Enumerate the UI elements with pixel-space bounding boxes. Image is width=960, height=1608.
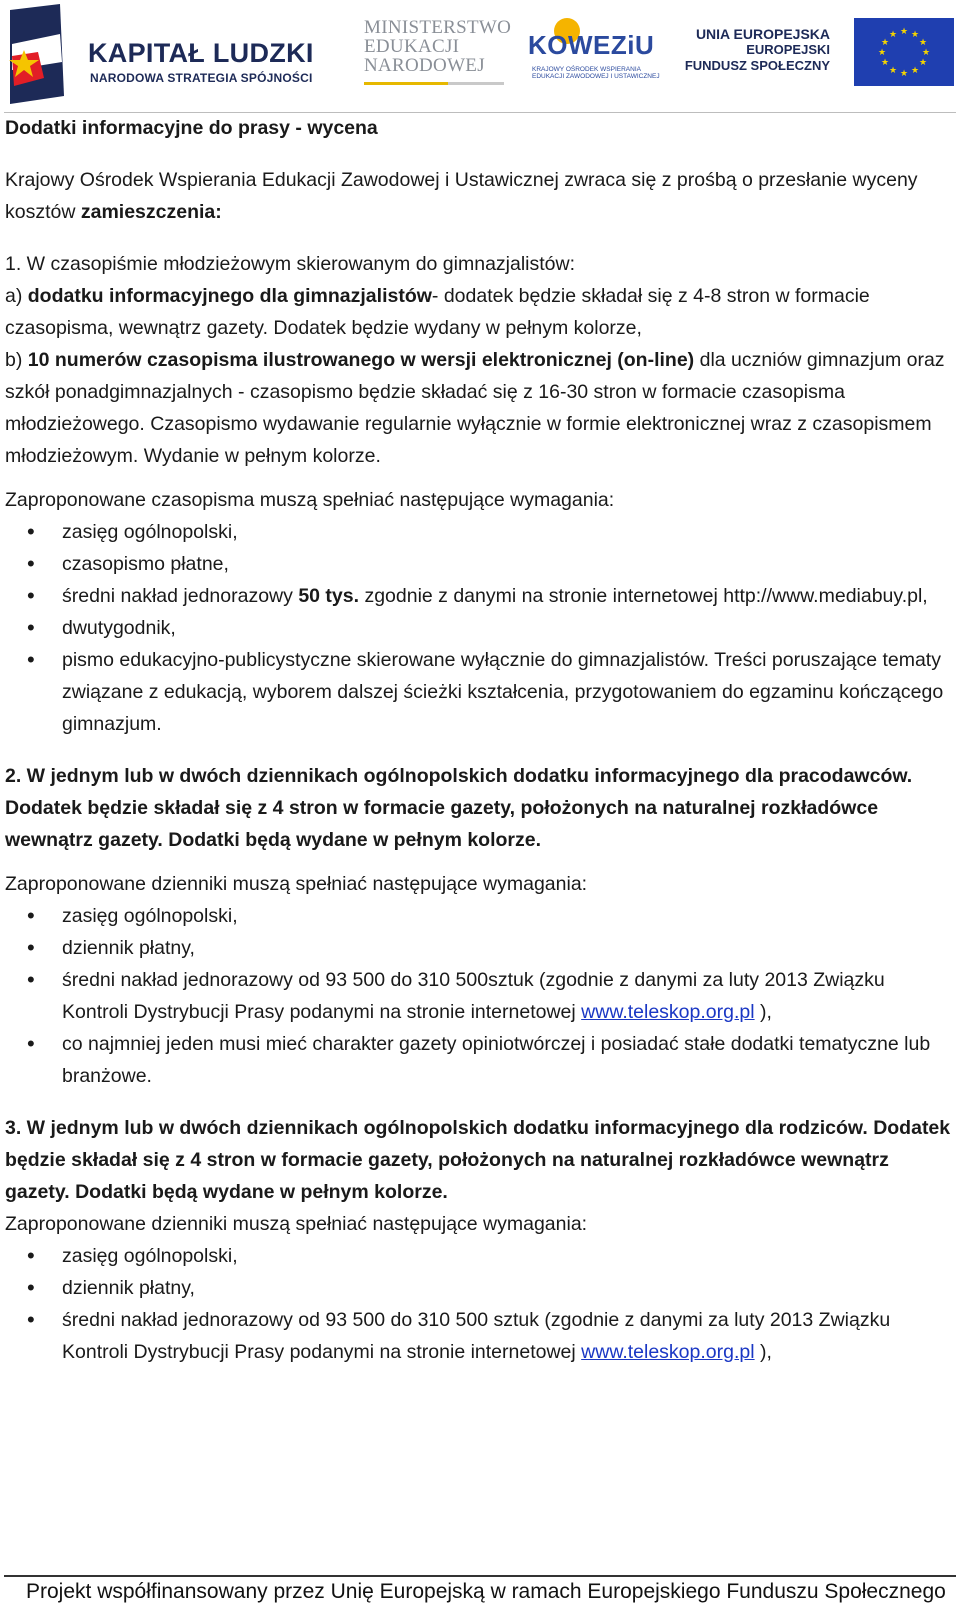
footer-text: Projekt współfinansowany przez Unię Europejską w ramach Europejskiego Funduszu Społecznego	[26, 1580, 946, 1603]
page-header	[0, 0, 960, 114]
list-item: • dziennik płatny,	[5, 932, 955, 964]
kapital-ludzki-title: KAPITAŁ LUDZKI	[88, 38, 314, 68]
koweziu-subtitle	[532, 66, 660, 80]
section1-b-prefix: b)	[5, 349, 28, 371]
section3-req-list	[5, 1240, 955, 1368]
section2-req3-b: ),	[754, 1001, 772, 1023]
section1-item-b	[5, 344, 955, 472]
section1-a-rest: - dodatek będzie składał się z 4-8 stron w formacie czasopisma, wewnątrz gazety. Dodatek będzie wydany w pełnym kolorze,	[5, 285, 870, 339]
section1-heading: 1. W czasopiśmie młodzieżowym skierowanym do gimnazjalistów:	[5, 253, 576, 275]
svg-text:★: ★	[899, 27, 909, 37]
list-item: • zasięg ogólnopolski,	[5, 900, 955, 932]
kapital-ludzki-logo	[4, 4, 314, 104]
list-item: • dziennik płatny,	[5, 1272, 955, 1304]
ministerstwo-line3: NARODOWEJ	[364, 55, 485, 76]
svg-text:★: ★	[921, 48, 931, 58]
svg-text:★: ★	[877, 48, 887, 58]
section1-a-prefix: a)	[5, 285, 28, 307]
list-item: • dwutygodnik,	[5, 612, 955, 644]
kapital-ludzki-subtitle: NARODOWA STRATEGIA SPÓJNOŚCI	[90, 71, 313, 85]
svg-text:★: ★	[899, 69, 909, 79]
section1-req-intro: Zaproponowane czasopisma muszą spełniać następujące wymagania:	[5, 489, 615, 511]
ue-line2: EUROPEJSKI	[746, 42, 830, 57]
svg-text:★: ★	[880, 38, 890, 48]
section3-req-intro: Zaproponowane dzienniki muszą spełniać następujące wymagania:	[5, 1213, 588, 1235]
section3-req3-a: średni nakład jednorazowy od 93 500 do 310 500 sztuk (zgodnie z danymi za luty 2013 Związku Kontroli Dystrybucji Prasy podanymi na stronie internetowej	[62, 1309, 891, 1363]
list-item	[5, 964, 955, 1028]
document-title: Dodatki informacyjne do prasy - wycena	[5, 117, 378, 139]
intro-paragraph	[5, 164, 955, 228]
svg-text:★: ★	[910, 66, 920, 76]
section1-req-list	[5, 516, 955, 740]
ministerstwo-line1: MINISTERSTWO	[364, 17, 512, 38]
list-item	[5, 580, 955, 612]
svg-text:★: ★	[918, 58, 928, 68]
document-body	[5, 118, 955, 1368]
svg-text:★: ★	[910, 30, 920, 40]
koweziu-logo	[528, 14, 660, 84]
section2-heading: 2. W jednym lub w dwóch dziennikach ogólnopolskich dodatku informacyjnego dla pracodawców. Dodatek będzie składał się z 4 stron w formacie gazety, położonych na naturalnej rozkładówce wewnątrz gazety. Dodatki będą wydane w pełnym kolorze.	[5, 765, 913, 851]
ue-line1: UNIA EUROPEJSKA	[695, 26, 830, 42]
list-item: • zasięg ogólnopolski,	[5, 516, 955, 548]
teleskop-link[interactable]: www.teleskop.org.pl	[581, 1001, 755, 1023]
svg-text:★: ★	[888, 66, 898, 76]
list-item: • czasopismo płatne,	[5, 548, 955, 580]
section1-item-a	[5, 280, 955, 344]
svg-text:★: ★	[888, 30, 898, 40]
ministerstwo-bar	[364, 82, 504, 85]
intro-bold: zamieszczenia:	[80, 201, 222, 223]
section1-req3-b: zgodnie z danymi na stronie internetowej http://www.mediabuy.pl,	[359, 585, 928, 607]
section1-req3-bold: 50 tys.	[298, 585, 360, 607]
ministerstwo-logo	[364, 17, 512, 88]
svg-text:★: ★	[880, 58, 890, 68]
list-item: • co najmniej jeden musi mieć charakter gazety opiniotwórczej i posiadać stałe dodatki tematyczne lub branżowe.	[5, 1028, 955, 1092]
koweziu-subtitle-line2: EDUKACJI ZAWODOWEJ I USTAWICZNEJ	[532, 73, 660, 80]
koweziu-name: KOWEZiU	[528, 30, 655, 60]
section2-req3-a: średni nakład jednorazowy od 93 500 do 310 500sztuk (zgodnie z danymi za luty 2013 Związku Kontroli Dystrybucji Prasy podanymi na stronie internetowej	[62, 969, 885, 1023]
section2-req-list	[5, 900, 955, 1092]
section1-req3-a: średni nakład jednorazowy	[62, 585, 299, 607]
eu-flag-icon	[854, 18, 954, 86]
intro-text: Krajowy Ośrodek Wspierania Edukacji Zawodowej i Ustawicznej zwraca się z prośbą o przesłanie wyceny kosztów	[5, 169, 918, 223]
ue-text	[685, 26, 830, 74]
list-item: • pismo edukacyjno-publicystyczne skierowane wyłącznie do gimnazjalistów. Treści poruszające tematy związane z edukacją, wyborem dalszej ścieżki kształcenia, przygotowaniem do egzaminu kończącego gimnazjum.	[5, 644, 955, 740]
section2-req-intro: Zaproponowane dzienniki muszą spełniać następujące wymagania:	[5, 873, 588, 895]
section1-b-bold: 10 numerów czasopisma ilustrowanego w wersji elektronicznej (on-line)	[27, 349, 695, 371]
section1-a-bold: dodatku informacyjnego dla gimnazjalistów	[27, 285, 432, 307]
section1-b-rest: dla uczniów gimnazjum oraz szkół ponadgimnazjalnych - czasopismo będzie składać się z 16-30 stron w formacie czasopisma młodzieżowego. Czasopismo wydawanie regularnie wyłącznie w formie elektronicznej wraz z czasopismem młodzieżowym. Wydanie w pełnym kolorze.	[5, 349, 945, 467]
ministerstwo-line2: EDUKACJI	[364, 36, 460, 57]
ue-line3: FUNDUSZ SPOŁECZNY	[684, 58, 830, 73]
kapital-ludzki-flag-icon	[4, 4, 68, 104]
section3-req3-b: ),	[754, 1341, 772, 1363]
list-item: • zasięg ogólnopolski,	[5, 1240, 955, 1272]
ue-logo	[684, 14, 956, 94]
svg-text:★: ★	[918, 38, 928, 48]
section3-heading: 3. W jednym lub w dwóch dziennikach ogólnopolskich dodatku informacyjnego dla rodziców. Dodatek będzie składał się z 4 stron w formacie gazety, położonych na naturalnej rozkładówce wewnątrz gazety. Dodatki będą wydane w pełnym kolorze.	[5, 1117, 951, 1203]
koweziu-subtitle-line1: KRAJOWY OŚRODEK WSPIERANIA	[532, 66, 641, 73]
teleskop-link[interactable]: www.teleskop.org.pl	[581, 1341, 755, 1363]
footer-divider	[4, 1575, 956, 1577]
list-item	[5, 1304, 955, 1368]
